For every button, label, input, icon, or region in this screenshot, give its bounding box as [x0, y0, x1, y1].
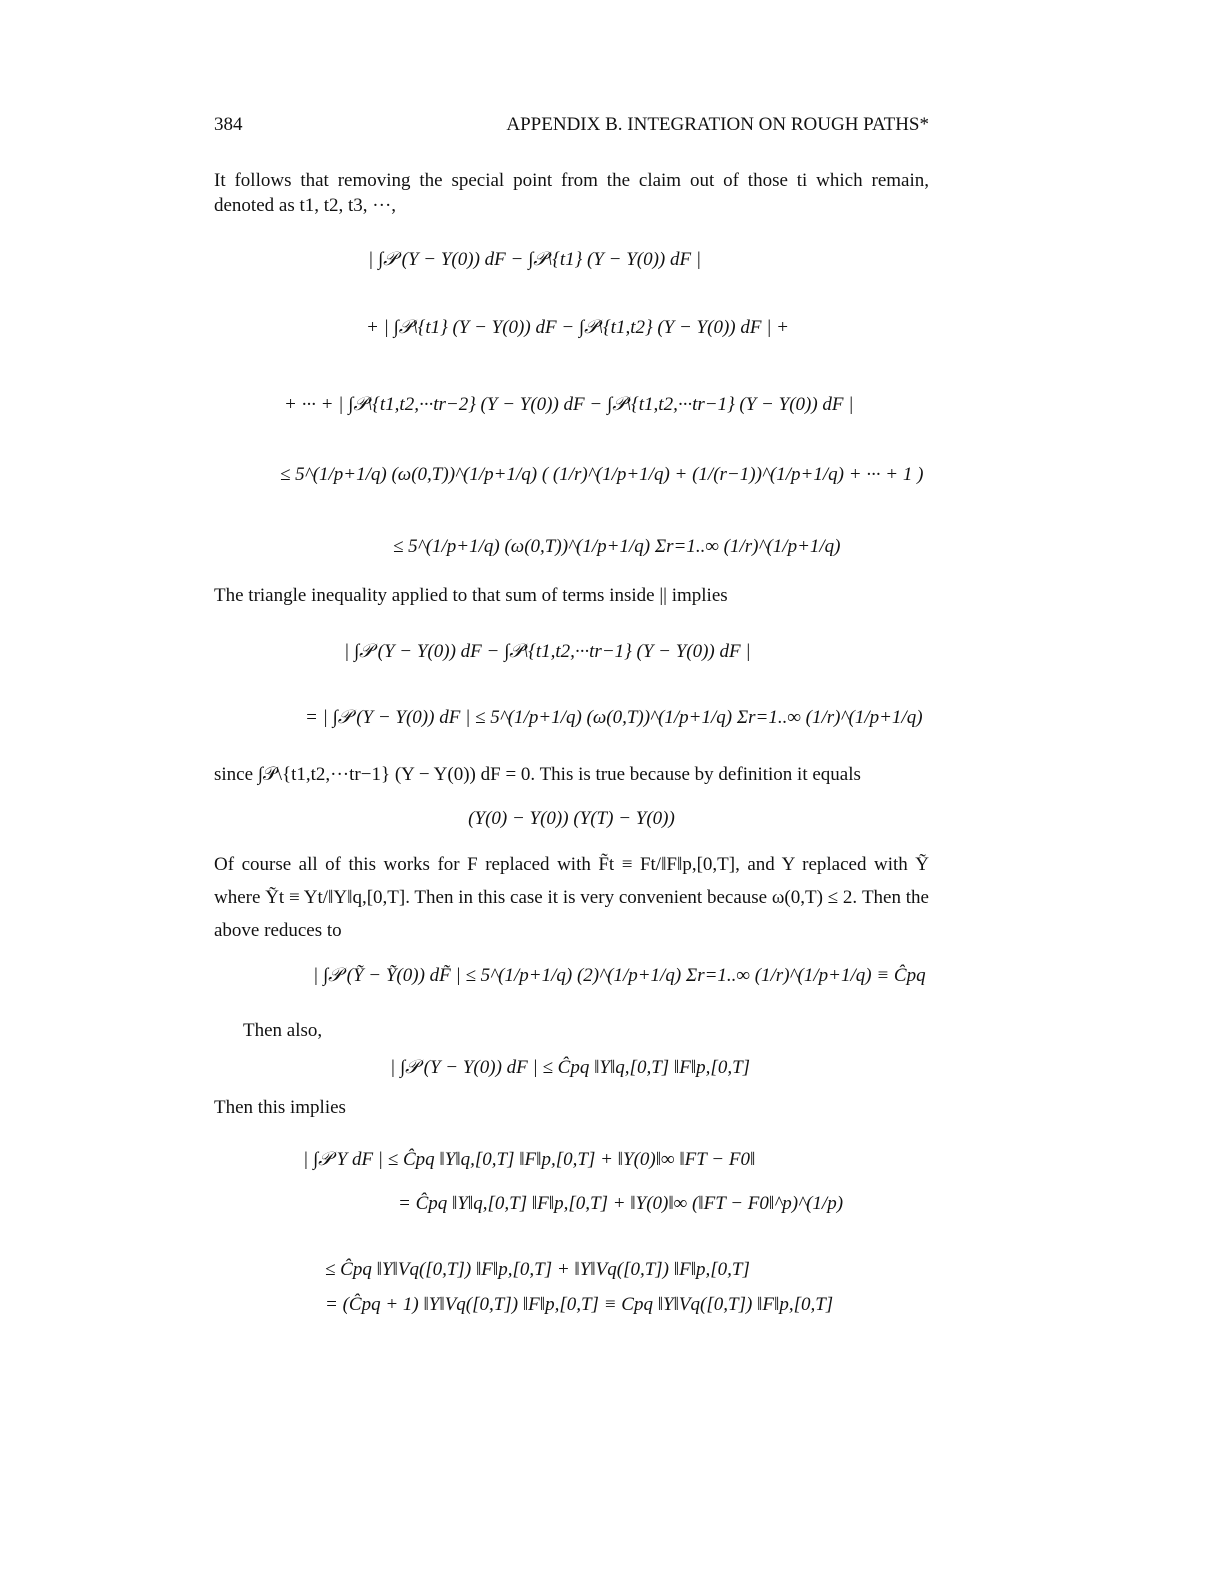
equation-1-line-4: ≤ 5^(1/p+1/q) (ω(0,T))^(1/p+1/q) ( (1/r)^(1/p+1/q) + (1/(r−1))^(1/p+1/q) + ··· + 1 ) [280, 464, 924, 485]
then-also-paragraph: Then also, [243, 1020, 323, 1041]
intro-paragraph: It follows that removing the special point from the claim out of those ti which remain, denoted as t1, t2, t3, ···, [214, 170, 929, 216]
equation-1-line-5: ≤ 5^(1/p+1/q) (ω(0,T))^(1/p+1/q) Σr=1..∞ (1/r)^(1/p+1/q) [393, 536, 841, 557]
chapter-title: APPENDIX B. INTEGRATION ON ROUGH PATHS* [506, 114, 929, 135]
since-paragraph: since ∫𝒫\{t1,t2,···tr−1} (Y − Y(0)) dF = 0. This is true because by definition it equals [214, 764, 861, 785]
equation-1-line-2: + | ∫𝒫\{t1} (Y − Y(0)) dF − ∫𝒫\{t1,t2} (Y − Y(0)) dF | + [366, 317, 789, 338]
of-course-paragraph: Of course all of this works for F replaced with F̃t ≡ Ft/‖F‖p,[0,T], and Y replaced with Ỹ where Ỹt ≡ Yt/‖Y‖q,[0,T]. Then in this case it is very convenient because ω(0,T) ≤ 2. Then the above reduces to [214, 854, 929, 941]
equation-5: | ∫𝒫 (Y − Y(0)) dF | ≤ Ĉpq ‖Y‖q,[0,T] ‖F‖p,[0,T] [390, 1057, 751, 1078]
equation-2-line-2: = | ∫𝒫 (Y − Y(0)) dF | ≤ 5^(1/p+1/q) (ω(0,T))^(1/p+1/q) Σr=1..∞ (1/r)^(1/p+1/q) [305, 707, 923, 728]
equation-1-line-1: | ∫𝒫 (Y − Y(0)) dF − ∫𝒫\{t1} (Y − Y(0)) dF | [368, 249, 702, 270]
equation-3: (Y(0) − Y(0)) (Y(T) − Y(0)) [468, 808, 675, 829]
equation-6-line-1: | ∫𝒫 Y dF | ≤ Ĉpq ‖Y‖q,[0,T] ‖F‖p,[0,T] + ‖Y(0)‖∞ ‖FT − F0‖ [303, 1149, 756, 1170]
equation-4: | ∫𝒫 (Ỹ − Ỹ(0)) dF̃ | ≤ 5^(1/p+1/q) (2)^(1/p+1/q) Σr=1..∞ (1/r)^(1/p+1/q) ≡ Ĉpq [313, 965, 926, 986]
equation-2-line-1: | ∫𝒫 (Y − Y(0)) dF − ∫𝒫\{t1,t2,···tr−1} (Y − Y(0)) dF | [344, 641, 751, 662]
then-implies-paragraph: Then this implies [214, 1097, 346, 1118]
equation-7-line-1: ≤ Ĉpq ‖Y‖Vq([0,T]) ‖F‖p,[0,T] + ‖Y‖Vq([0,T]) ‖F‖p,[0,T] [325, 1259, 750, 1280]
equation-1-line-3: + ··· + | ∫𝒫\{t1,t2,···tr−2} (Y − Y(0)) dF − ∫𝒫\{t1,t2,···tr−1} (Y − Y(0)) dF | [284, 394, 854, 415]
running-head [214, 114, 929, 136]
equation-7-line-2: = (Ĉpq + 1) ‖Y‖Vq([0,T]) ‖F‖p,[0,T] ≡ Cpq ‖Y‖Vq([0,T]) ‖F‖p,[0,T] [325, 1294, 834, 1315]
triangle-paragraph: The triangle inequality applied to that sum of terms inside || implies [214, 585, 728, 606]
page-number: 384 [214, 114, 243, 135]
equation-6-line-2: = Ĉpq ‖Y‖q,[0,T] ‖F‖p,[0,T] + ‖Y(0)‖∞ (‖FT − F0‖^p)^(1/p) [398, 1193, 844, 1214]
